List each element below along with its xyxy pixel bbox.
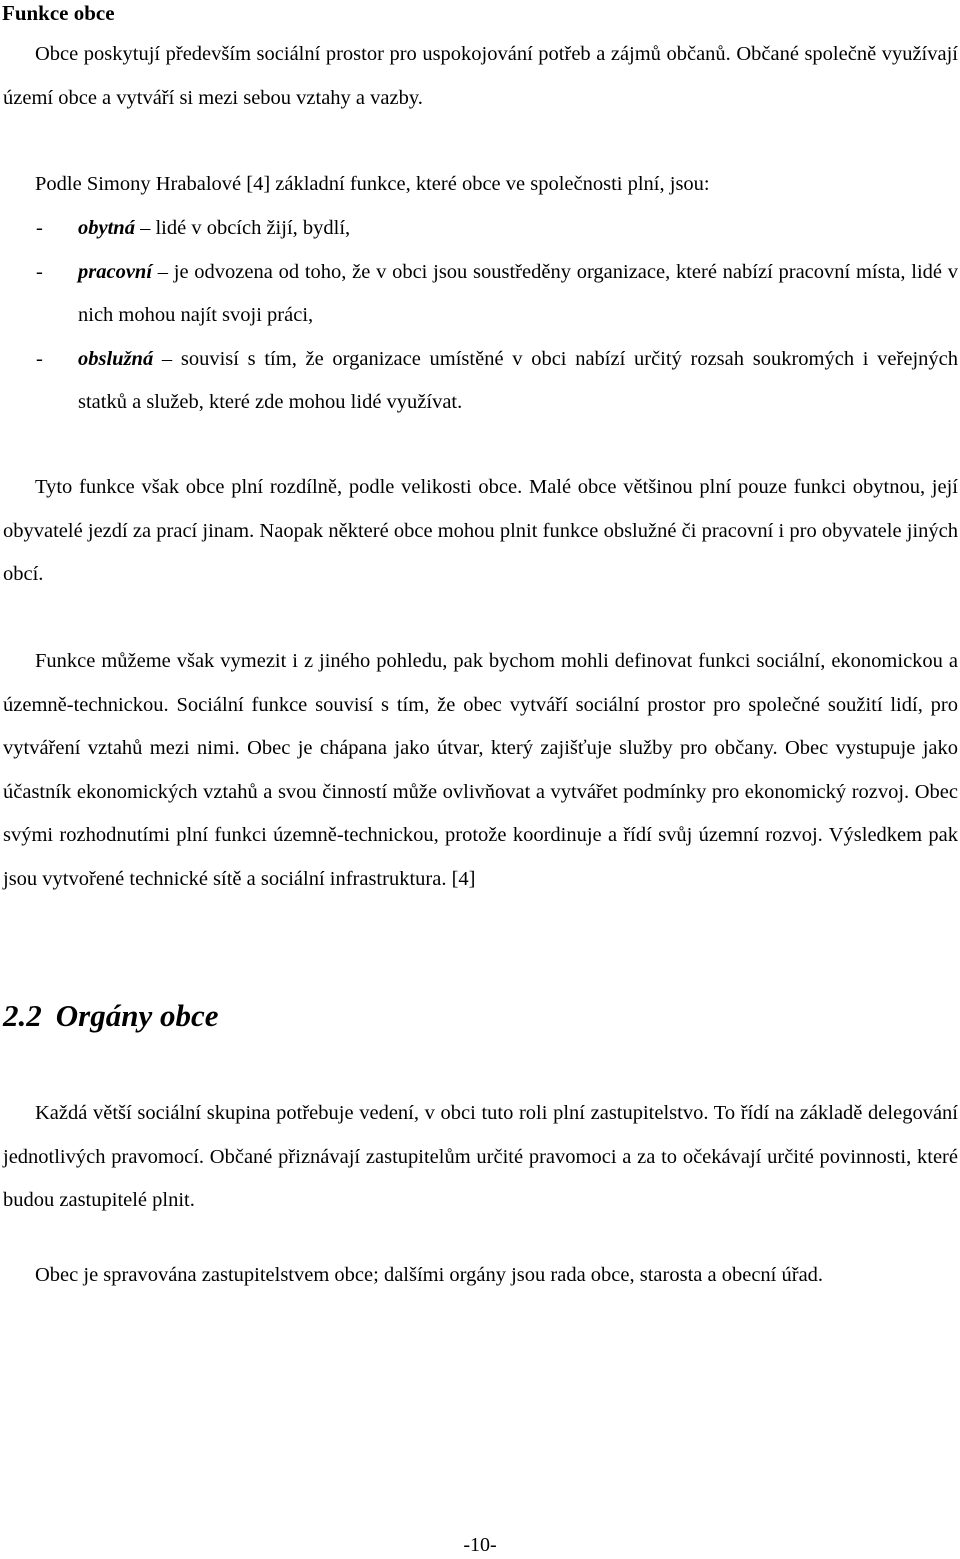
list-item-pracovni [3,251,958,338]
list-item-text: – souvisí s tím, že organizace umístěné v obci nabízí určitý rozsah soukromých i veřejných statků a služeb, které zde mohou lidé využívat. [78,347,958,413]
list-dash: - [36,347,43,370]
subheading-funkce-obce: Funkce obce [2,1,115,25]
paragraph-intro: Obce poskytují především sociální prostor pro uspokojování potřeb a zájmů občanů. Občané společně využívají území obce a vytváří si mezi sebou vztahy a vazby. [3,43,958,109]
section-heading [3,996,218,1036]
list-dash: - [36,260,43,283]
paragraph-function-differences: Tyto funkce však obce plní rozdílně, podle velikosti obce. Malé obce většinou plní pouze funkci obytnou, její obyvatelé jezdí za prací jinam. Naopak některé obce mohou plnit funkce obslužné či pracovní i pro obyvatele jiných obcí. [3,476,958,585]
list-item-obytna [3,207,958,251]
list-item-text: – lidé v obcích žijí, bydlí, [134,217,351,239]
term-obytna: obytná [78,217,135,239]
paragraph-function-perspectives: Funkce můžeme však vymezit i z jiného pohledu, pak bychom mohli definovat funkci sociální, ekonomickou a územně-technickou. Sociální funkce souvisí s tím, že obec vytváří sociální prostor pro společné soužití lidí, pro vytváření vztahů mezi nimi. Obec je chápana jako útvar, který zajišťuje služby pro občany. Obec vystupuje jako účastník ekonomických vztahů a svou činností může ovlivňovat a vytvářet podmínky pro ekonomický rozvoj. Obec svými rozhodnutími plní funkci územně-technickou, protože koordinuje a řídí svůj územní rozvoj. Výsledkem pak jsou vytvořené technické sítě a sociální infrastruktura. [4] [3,650,958,890]
paragraph-council: Každá větší sociální skupina potřebuje vedení, v obci tuto roli plní zastupitelstvo. To řídí na základě delegování jednotlivých pravomocí. Občané přiznávají zastupitelům určité pravomoci a za to očekávají určité povinnosti, které budou zastupitelé plnit. [3,1102,958,1211]
term-obsluzna: obslužná [78,347,154,370]
page-number: -10- [463,1534,497,1556]
section-number: 2.2 [3,998,42,1033]
list-dash: - [36,217,43,239]
section-title: Orgány obce [55,998,219,1033]
functions-list [3,207,958,425]
term-pracovni: pracovní [78,260,153,283]
paragraph-functions-intro: Podle Simony Hrabalové [4] základní funkce, které obce ve společnosti plní, jsou: [35,173,710,195]
list-item-obsluzna [3,338,958,425]
paragraph-municipal-bodies: Obec je spravována zastupitelstvem obce; dalšími orgány jsou rada obce, starosta a obecní úřad. [35,1264,824,1286]
list-item-text: – je odvozena od toho, že v obci jsou soustředěny organizace, které nabízí pracovní místa, lidé v nich mohou najít svoji práci, [78,260,958,326]
